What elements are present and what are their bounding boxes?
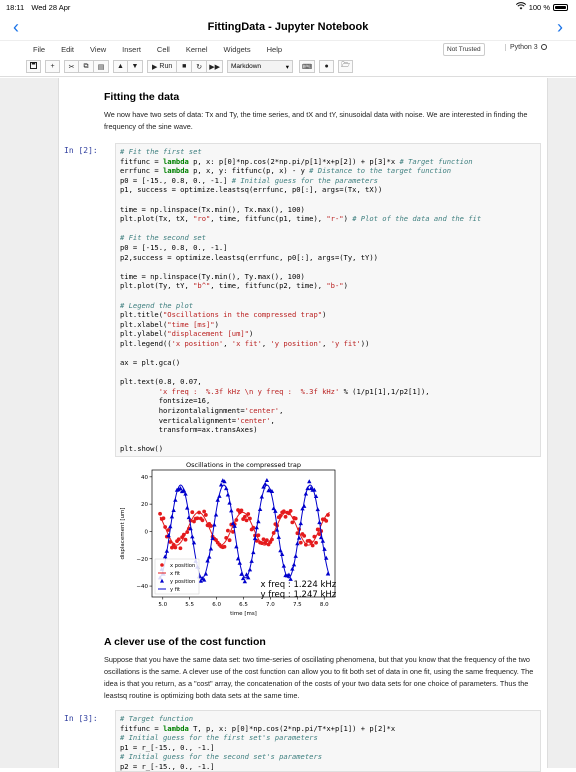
data-point-x xyxy=(162,516,166,520)
code-line[interactable] xyxy=(120,262,536,272)
y-tick-label: 0 xyxy=(144,529,148,536)
data-point-x xyxy=(294,517,298,521)
forward-arrow-icon[interactable]: › xyxy=(556,17,563,37)
nav-bar xyxy=(0,14,576,40)
arrow-up-icon: ▲ xyxy=(117,63,124,70)
legend-label: x fit xyxy=(170,571,181,577)
plus-icon: + xyxy=(50,63,55,70)
kernel-indicator xyxy=(505,44,547,51)
x-tick-label: 5.5 xyxy=(185,602,195,608)
data-point-x xyxy=(209,524,213,528)
menu-bar xyxy=(0,40,576,57)
toolbar xyxy=(0,57,576,77)
restart-run-all-button[interactable] xyxy=(207,60,223,73)
restart-button[interactable] xyxy=(192,60,207,73)
data-point-x xyxy=(228,538,232,542)
code-cell-2[interactable] xyxy=(115,143,541,457)
back-arrow-icon[interactable]: ‹ xyxy=(13,17,19,37)
notebook-page xyxy=(58,78,548,771)
data-point-x xyxy=(316,528,320,532)
circle-icon: ● xyxy=(324,63,329,70)
code-line[interactable]: # Initial guess for the first set's parameters xyxy=(120,733,318,743)
status-bar xyxy=(0,0,576,14)
code-line[interactable]: # Legend the plot xyxy=(120,300,194,310)
x-tick-label: 5.0 xyxy=(158,602,168,608)
code-line[interactable] xyxy=(120,291,536,301)
data-point-x xyxy=(163,525,167,529)
code-line[interactable] xyxy=(120,195,536,205)
save-icon xyxy=(30,62,37,71)
freq-annotation-y: y freq : 1.247 kHz xyxy=(260,590,337,600)
data-point-x xyxy=(309,540,313,544)
code-line[interactable]: time = np.linspace(Tx.min(), Tx.max(), 100) xyxy=(120,204,305,214)
x-tick-label: 6.5 xyxy=(239,602,248,608)
code-line[interactable]: fitfunc = lambda p, x: p[0]*np.cos(2*np.pi/p[1]*x+p[2]) + p[3]*x # Target function xyxy=(120,156,473,166)
data-point-x xyxy=(246,512,250,516)
code-line[interactable]: p0 = [-15., 0.8, 0., -1.] # Initial guess for the parameters xyxy=(120,175,378,185)
data-point-x xyxy=(326,513,330,517)
menu-view[interactable]: View xyxy=(90,44,107,54)
data-point-x xyxy=(279,514,283,518)
code-line[interactable]: p1, success = optimize.leastsq(errfunc, p0[:], args=(Tx, tX)) xyxy=(120,185,383,195)
data-point-x xyxy=(184,538,188,542)
code-line[interactable] xyxy=(120,435,536,445)
kernel-idle-icon xyxy=(541,44,547,50)
save-button[interactable] xyxy=(26,60,41,73)
page-title: FittingData - Jupyter Notebook xyxy=(207,21,369,33)
section-heading-cost: A clever use of the cost function xyxy=(104,636,266,648)
y-tick-label: 20 xyxy=(141,502,148,509)
code-line[interactable] xyxy=(120,224,536,234)
legend-label: y fit xyxy=(170,587,181,593)
data-point-x xyxy=(201,518,205,522)
x-tick-label: 7.0 xyxy=(266,602,275,608)
data-point-x xyxy=(173,546,177,550)
copy-icon: ⧉ xyxy=(83,62,89,70)
folder-icon: 🗁 xyxy=(341,62,350,69)
trust-badge[interactable]: Not Trusted xyxy=(443,43,485,56)
code-lines[interactable] xyxy=(120,147,536,454)
copy-button[interactable] xyxy=(79,60,94,73)
data-point-x xyxy=(190,510,194,514)
scissors-icon: ✂ xyxy=(68,63,75,71)
arrow-down-icon: ▼ xyxy=(131,63,139,70)
stop-icon: ■ xyxy=(182,63,187,70)
data-point-x xyxy=(270,538,274,542)
insert-cell-button[interactable] xyxy=(45,60,60,73)
y-tick-label: 40 xyxy=(141,474,148,481)
data-point-x xyxy=(265,538,269,542)
data-point-x xyxy=(289,509,293,513)
code-line[interactable]: fontsize=16, xyxy=(120,396,211,406)
data-point-x xyxy=(248,517,252,521)
chevron-down-icon: ▾ xyxy=(285,63,290,71)
code-line[interactable]: p1 = r_[-15., 0., -1.] xyxy=(120,742,215,752)
data-point-x xyxy=(312,535,316,539)
data-point-x xyxy=(314,541,318,545)
oscillation-chart xyxy=(115,458,345,623)
section-paragraph-fitting: We now have two sets of data: Tx and Ty, the time series, and tX and tY, sinusoidal data with noise. We are interested in finding the frequency of the sine wave. xyxy=(104,110,528,131)
data-point-x xyxy=(260,541,264,545)
data-point-x xyxy=(282,509,286,513)
x-tick-label: 8.0 xyxy=(319,602,329,608)
data-point-x xyxy=(234,518,238,522)
notebook-area xyxy=(0,78,576,771)
plot-output xyxy=(115,458,345,623)
code-line[interactable]: # Fit the second set xyxy=(120,233,206,243)
menu-cell[interactable]: Cell xyxy=(156,44,170,54)
data-point-x xyxy=(302,534,306,538)
code-line[interactable]: plt.ylabel("displacement [um]") xyxy=(120,329,254,339)
code-line[interactable]: p2,success = optimize.leastsq(errfunc, p0[:], args=(Ty, tY)) xyxy=(120,252,378,262)
chart-title: Oscillations in the compressed trap xyxy=(186,461,301,469)
x-tick-label: 7.5 xyxy=(292,602,302,608)
run-label: Run xyxy=(159,63,173,70)
data-point-x xyxy=(223,545,227,549)
menu-file[interactable]: File xyxy=(33,44,46,54)
code-line[interactable]: verticalalignment='center', xyxy=(120,415,275,425)
legend-label: x position xyxy=(170,563,196,569)
code-line[interactable]: plt.plot(Ty, tY, "b^", time, fitfunc(p2, time), "b-") xyxy=(120,281,348,291)
battery-icon xyxy=(553,4,568,11)
interrupt-button[interactable] xyxy=(177,60,192,73)
code-line[interactable]: fitfunc = lambda T, p, x: p[0]*np.cos(2*np.pi/T*x+p[1]) + p[2]*x xyxy=(120,723,396,733)
code-line[interactable] xyxy=(120,368,536,378)
run-button[interactable] xyxy=(147,60,177,73)
restart-icon: ↻ xyxy=(196,63,203,71)
data-point-x xyxy=(182,533,186,537)
status-time: 18:11 xyxy=(6,2,25,12)
x-tick-label: 6.0 xyxy=(212,602,221,608)
legend-marker xyxy=(160,563,164,567)
command-palette-button[interactable] xyxy=(299,60,315,73)
code-line[interactable]: plt.show() xyxy=(120,444,163,454)
data-point-x xyxy=(262,537,266,541)
data-point-x xyxy=(204,513,208,517)
data-point-x xyxy=(185,530,189,534)
data-point-x xyxy=(324,519,328,523)
move-down-button[interactable] xyxy=(128,60,143,73)
code-line[interactable]: # Fit the first set xyxy=(120,147,202,156)
section-paragraph-cost: Suppose that you have the same data set: two time-series of oscillating phenomena, but that you know that the frequency of the two oscillations is the same. A clever use of the cost function can allow you to fit both set of data in one fit, using the same frequency. The idea is that you return, as a "cost" array, the concatenation of the costs of your two data sets for one choice of parameters. Thus the leastsq routine is optimizing both data sets at the same time. xyxy=(104,655,534,700)
battery-percent: 100 % xyxy=(528,2,550,12)
play-icon: ▶ xyxy=(152,63,158,71)
data-point-x xyxy=(290,520,294,524)
menu-insert[interactable]: Insert xyxy=(122,44,141,54)
legend-label: y position xyxy=(170,579,196,585)
code-line[interactable]: plt.title("Oscillations in the compressed trap") xyxy=(120,310,327,320)
code-line[interactable]: errfunc = lambda p, x, y: fitfunc(p, x) - y # Distance to the target function xyxy=(120,166,452,176)
code-line[interactable]: # Target function xyxy=(120,714,194,723)
data-point-x xyxy=(158,512,162,516)
code-line[interactable]: p0 = [-15., 0.8, 0., -1.] xyxy=(120,242,228,252)
data-point-x xyxy=(195,516,199,520)
y-tick-label: −40 xyxy=(136,584,148,591)
extension-button[interactable] xyxy=(319,60,334,73)
code-lines[interactable] xyxy=(120,714,536,772)
cell-prompt: In [2]: xyxy=(64,146,98,155)
code-line[interactable]: time = np.linspace(Ty.min(), Ty.max(), 100) xyxy=(120,271,305,281)
paste-button[interactable] xyxy=(94,60,109,73)
data-point-x xyxy=(224,536,228,540)
cell-type-select[interactable] xyxy=(227,60,293,73)
data-point-x xyxy=(177,537,181,541)
data-point-x xyxy=(299,541,303,545)
code-cell-3[interactable] xyxy=(115,710,541,772)
y-tick-label: −20 xyxy=(136,556,148,563)
paste-icon: ▤ xyxy=(97,63,105,71)
fast-forward-icon: ▶▶ xyxy=(209,63,221,71)
wifi-icon xyxy=(516,2,526,12)
code-line[interactable]: # Initial guess for the second set's parameters xyxy=(120,752,323,762)
kernel-name: Python 3 xyxy=(510,44,538,51)
data-point-x xyxy=(257,533,261,537)
x-axis-label: time [ms] xyxy=(230,611,257,617)
code-line[interactable]: plt.text(0.8, 0.07, xyxy=(120,377,202,387)
data-point-x xyxy=(202,510,206,514)
data-point-x xyxy=(179,546,183,550)
data-point-x xyxy=(284,515,288,519)
menu-help[interactable]: Help xyxy=(266,44,283,54)
cell-prompt: In [3]: xyxy=(64,714,98,723)
open-folder-button[interactable] xyxy=(338,60,353,73)
move-up-button[interactable] xyxy=(113,60,128,73)
data-point-x xyxy=(245,518,249,522)
section-heading-fitting: Fitting the data xyxy=(104,91,180,103)
code-line[interactable]: transform=ax.transAxes) xyxy=(120,425,258,435)
data-point-x xyxy=(197,511,201,515)
data-point-x xyxy=(240,509,244,513)
data-point-x xyxy=(243,515,247,519)
code-line[interactable]: plt.xlabel("time [ms]") xyxy=(120,319,219,329)
y-axis-label: displacement [um] xyxy=(120,507,126,560)
menu-edit[interactable]: Edit xyxy=(61,44,75,54)
code-line[interactable] xyxy=(120,348,536,358)
code-line[interactable]: plt.legend(('x position', 'x fit', 'y position', 'y fit')) xyxy=(120,338,370,348)
code-line[interactable]: horizontalalignment='center', xyxy=(120,406,284,416)
freq-annotation-x: x freq : 1.224 kHz xyxy=(260,580,337,590)
data-point-x xyxy=(311,544,315,548)
code-line[interactable]: 'x freq : %.3f kHz \n y freq : %.3f kHz' % (1/p1[1],1/p2[1]), xyxy=(158,386,430,396)
code-line[interactable]: ax = plt.gca() xyxy=(120,358,181,368)
keyboard-icon: ⌨ xyxy=(302,63,313,71)
status-date: Wed 28 Apr xyxy=(31,2,71,12)
data-point-x xyxy=(304,543,308,547)
menu-widgets[interactable]: Widgets xyxy=(223,44,251,54)
cell-type-value: Markdown xyxy=(231,63,261,70)
code-line[interactable]: p2 = r_[-15., 0., -1.] xyxy=(120,761,215,771)
cut-button[interactable] xyxy=(64,60,79,73)
code-line[interactable]: plt.plot(Tx, tX, "ro", time, fitfunc(p1, time), "r-") # Plot of the data and the fit xyxy=(120,214,482,224)
menu-kernel[interactable]: Kernel xyxy=(185,44,208,54)
data-point-x xyxy=(226,529,230,533)
